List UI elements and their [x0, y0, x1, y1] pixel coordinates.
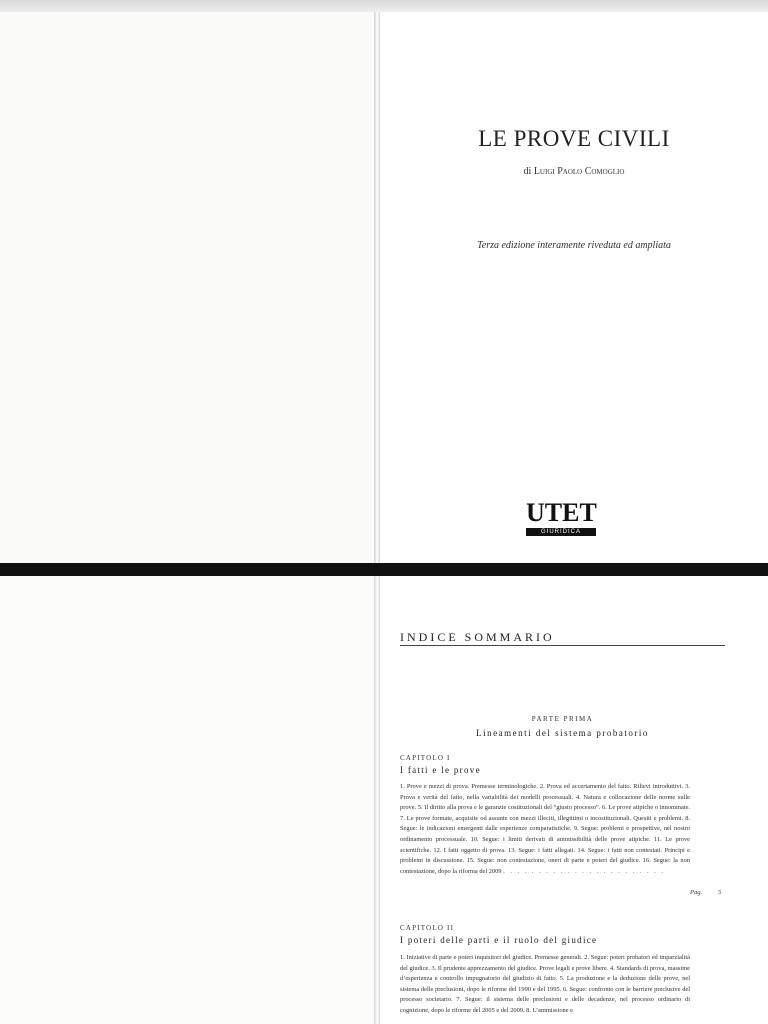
- edition-note: Terza edizione interamente riveduta ed ampliata: [477, 240, 671, 251]
- chapter-1-summary-text: 1. Prove e mezzi di prova. Premesse terminologiche. 2. Prova ed accertamento del fatto. Rilievi introduttivi. 3. Prova e verità del fatto, nella variabilità dei modelli processuali. 4. Natura e collocazione delle norme sulle prove. 5. Il diritto alla prova e le garanzie costituzionali del “giusto processo”. 6. Le prove atipiche o innominate. 7. Le prove formate, acquisite od assunte con mezzi illeciti, illegittimi o incostituzionali. Quesiti e problemi. 8. Segue: le indicazioni emergenti dalle esperienze comparatistiche. 9. Segue: problemi e prospettive, nel nostro ordinamento processuale. 10. Segue: i limiti derivati di ammissibilità delle prove atipiche. 11. Le prove scientifiche. 12. I fatti oggetto di prova. 13. Segue: i fatti allegati. 14. Segue: i fatti non contestati. Principi e problemi in discussione. 15. Segue: non contestazione, oneri di parte e poteri del giudice. 16. Segue: la non contestazione, dopo la riforma del 2009: [400, 783, 690, 875]
- publisher-logo: [526, 500, 596, 536]
- blank-left-page: [0, 0, 376, 567]
- book-title: LE PROVE CIVILI: [478, 126, 670, 151]
- book-author: [380, 166, 768, 177]
- chapter-2-label: CAPITOLO II: [400, 924, 455, 932]
- book-spine: [374, 0, 380, 567]
- chapter-2-summary-text: 1. Iniziative di parte e poteri inquisitori del giudice. Premesse generali. 2. Segue: poteri probatori ed imparzialità del giudice. 3. Il prudente apprezzamento del giudice. Prove legali e prove libere. 4. Standards di prova, massime d’esperienza e controllo impugnatorio del giudizio di fatto. 5. La produzione e la deduzione delle prove, nel sistema delle preclusioni, dopo le riforme del 1990 e del 1995. 6. Segue: confronto con le barriere preclusive del processo societario. 7. Segue: il sistema delle preclusioni e delle decadenze, nel processo ordinario di cognizione, dopo le riforme del 2005 e del 2009. 8. L’ammissione e: [400, 954, 690, 1014]
- spread-divider: [0, 563, 768, 576]
- title-page: [380, 0, 768, 567]
- heading-rule: [400, 645, 725, 646]
- part-label: PARTE PRIMA: [531, 715, 594, 723]
- chapter-1-title: I fatti e le prove: [400, 765, 481, 775]
- chapter-2-title: I poteri delle parti e il ruolo del giudice: [400, 935, 598, 945]
- blank-left-page-bottom: [0, 576, 376, 1024]
- chapter-1-page-ref: [690, 889, 721, 896]
- index-heading: INDICE SOMMARIO: [400, 630, 555, 644]
- author-name: Luigi Paolo Comoglio: [533, 166, 625, 177]
- publisher-name: UTET: [526, 498, 597, 527]
- part-title: Lineamenti del sistema probatorio: [476, 728, 649, 738]
- book-spine-bottom: [374, 576, 380, 1024]
- publisher-imprint: GIURIDICA: [526, 528, 596, 536]
- author-prefix: di: [523, 166, 532, 177]
- chapter-1-label: CAPITOLO I: [400, 754, 451, 762]
- chapter-1-summary: [400, 782, 690, 877]
- page-top-edge: [0, 0, 768, 12]
- dot-leader: . . . . . . . . . . . . . . . . . . . . . . .: [503, 867, 666, 875]
- page-number: 3: [717, 889, 721, 896]
- chapter-2-summary: [400, 953, 690, 1017]
- page-label: Pag.: [690, 889, 703, 896]
